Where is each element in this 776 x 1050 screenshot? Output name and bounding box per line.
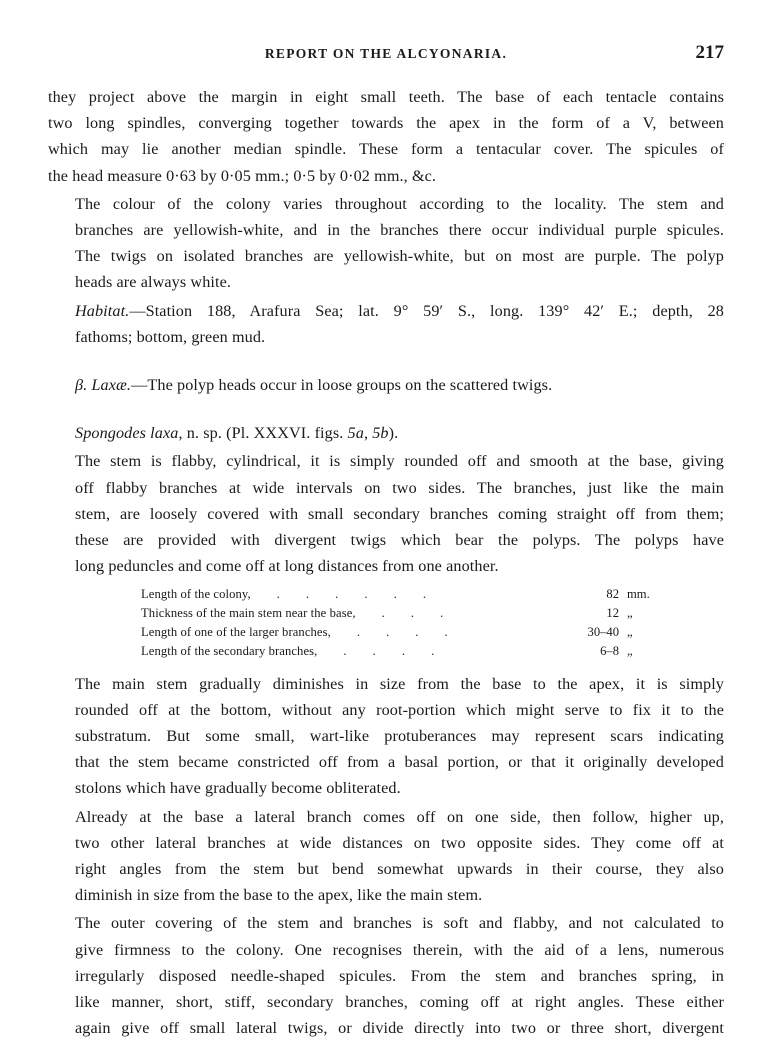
measurement-value: 30–40 [587, 625, 619, 640]
table-row [141, 623, 667, 642]
text-line: fathoms; bottom, green mud. [75, 327, 266, 346]
text-line: branches are yellowish-white, and in the branches there occur individual purple spicules. [75, 221, 724, 240]
text-line: The main stem gradually diminishes in size from the base to the apex, it is simply [75, 674, 724, 693]
text-line: two other lateral branches at wide distances on two opposite sides. They come off at [75, 833, 724, 852]
text-line: long peduncles and come off at long distances from one another. [75, 557, 499, 576]
text-line: heads are always white. [75, 273, 232, 292]
paragraph-tentacle-spindles [48, 84, 724, 189]
text-line: these are provided with divergent twigs which bear the polyps. The polyps have [75, 531, 724, 550]
body-text [48, 84, 724, 1041]
table-row [141, 642, 667, 661]
paragraph-lateral-branches [48, 804, 724, 909]
text-line: give firmness to the colony. One recognises therein, with the aid of a lens, numerous [75, 940, 724, 959]
paragraph-outer-covering [48, 910, 724, 1041]
text-line: The colour of the colony varies throughout according to the locality. The stem and [75, 194, 724, 213]
paragraph-main-stem [48, 671, 724, 802]
measurement-unit: „ [627, 643, 633, 658]
running-title: REPORT ON THE ALCYONARIA. [264, 46, 508, 61]
habitat-label: Habitat. [75, 301, 130, 320]
species-heading [48, 420, 724, 446]
text-line: two long spindles, converging together towards the apex in the form of a V, between [48, 114, 724, 133]
text-line [48, 298, 724, 324]
text-line: like manner, short, stiff, secondary branches, coming off at right angles. These either [75, 993, 724, 1012]
page-number: 217 [695, 42, 724, 63]
measurement-label: Length of the secondary branches, . . . . [141, 643, 435, 658]
text-line: the head measure 0·63 by 0·05 mm.; 0·5 by 0·02 mm., &c. [48, 166, 437, 185]
measurement-unit: „ [627, 606, 633, 621]
section-heading-laxae [48, 372, 724, 398]
text-line: stolons which have gradually become obliterated. [75, 779, 401, 798]
measurement-unit: mm. [627, 587, 650, 602]
measurement-value: 82 [606, 587, 619, 602]
paragraph-colour [48, 191, 724, 296]
text-line: they project above the margin in eight small teeth. The base of each tentacle contains [48, 88, 724, 106]
measurement-value: 12 [606, 606, 619, 621]
text-line: off flabby branches at wide intervals on two sides. The branches, just like the main [75, 478, 724, 497]
measurement-value: 6–8 [600, 643, 619, 658]
text-line: Spongodes laxa, n. sp. (Pl. XXXVI. figs. 5a, 5b). [75, 424, 399, 443]
table-row [141, 585, 667, 604]
text-line: which may lie another median spindle. These form a tentacular cover. The spicules of [48, 140, 724, 159]
paragraph-stem-description [48, 448, 724, 579]
text-line: that the stem became constricted off from a basal portion, or that it originally developed [75, 753, 724, 772]
text-line: diminish in size from the base to the apex, like the main stem. [75, 886, 483, 905]
text-line: The outer covering of the stem and branches is soft and flabby, and not calculated to [75, 914, 724, 933]
text-line [48, 372, 724, 398]
text-line: rounded off at the bottom, without any root-portion which might serve to fix it to the [75, 700, 724, 719]
table-row [141, 604, 667, 623]
habitat-text: —Station 188, Arafura Sea; lat. 9° 59′ S., long. 139° 42′ E.; depth, 28 [129, 301, 724, 320]
text-line: substratum. But some small, wart-like protuberances may represent scars indicating [75, 727, 724, 746]
text-line: stem, are loosely covered with small secondary branches coming straight off from them; [75, 504, 724, 523]
text-line: The stem is flabby, cylindrical, it is simply rounded off and smooth at the base, giving [75, 452, 724, 471]
measurement-label: Length of the colony, . . . . . . [141, 587, 427, 602]
laxae-text: —The polyp heads occur in loose groups on the scattered twigs. [131, 376, 553, 395]
measurement-unit: „ [627, 625, 633, 640]
measurement-label: Length of one of the larger branches, . . . . [141, 625, 448, 640]
measurement-label: Thickness of the main stem near the base, . . . [141, 606, 444, 621]
text-line: Already at the base a lateral branch comes off on one side, then follow, higher up, [75, 807, 724, 826]
text-line: irregularly disposed needle-shaped spicules. From the stem and branches spring, in [75, 966, 724, 985]
page-header [48, 42, 724, 70]
text-line: right angles from the stem but bend somewhat upwards in their course, they also [75, 860, 724, 879]
laxae-label: β. Laxæ. [75, 376, 132, 395]
text-line: again give off small lateral twigs, or divide directly into two or three short, divergent [75, 1019, 724, 1038]
paragraph-habitat [48, 298, 724, 350]
species-name: Spongodes laxa [75, 424, 179, 443]
text-line: The twigs on isolated branches are yellowish-white, but on most are purple. The polyp [75, 247, 724, 266]
measurements-table [141, 585, 667, 660]
